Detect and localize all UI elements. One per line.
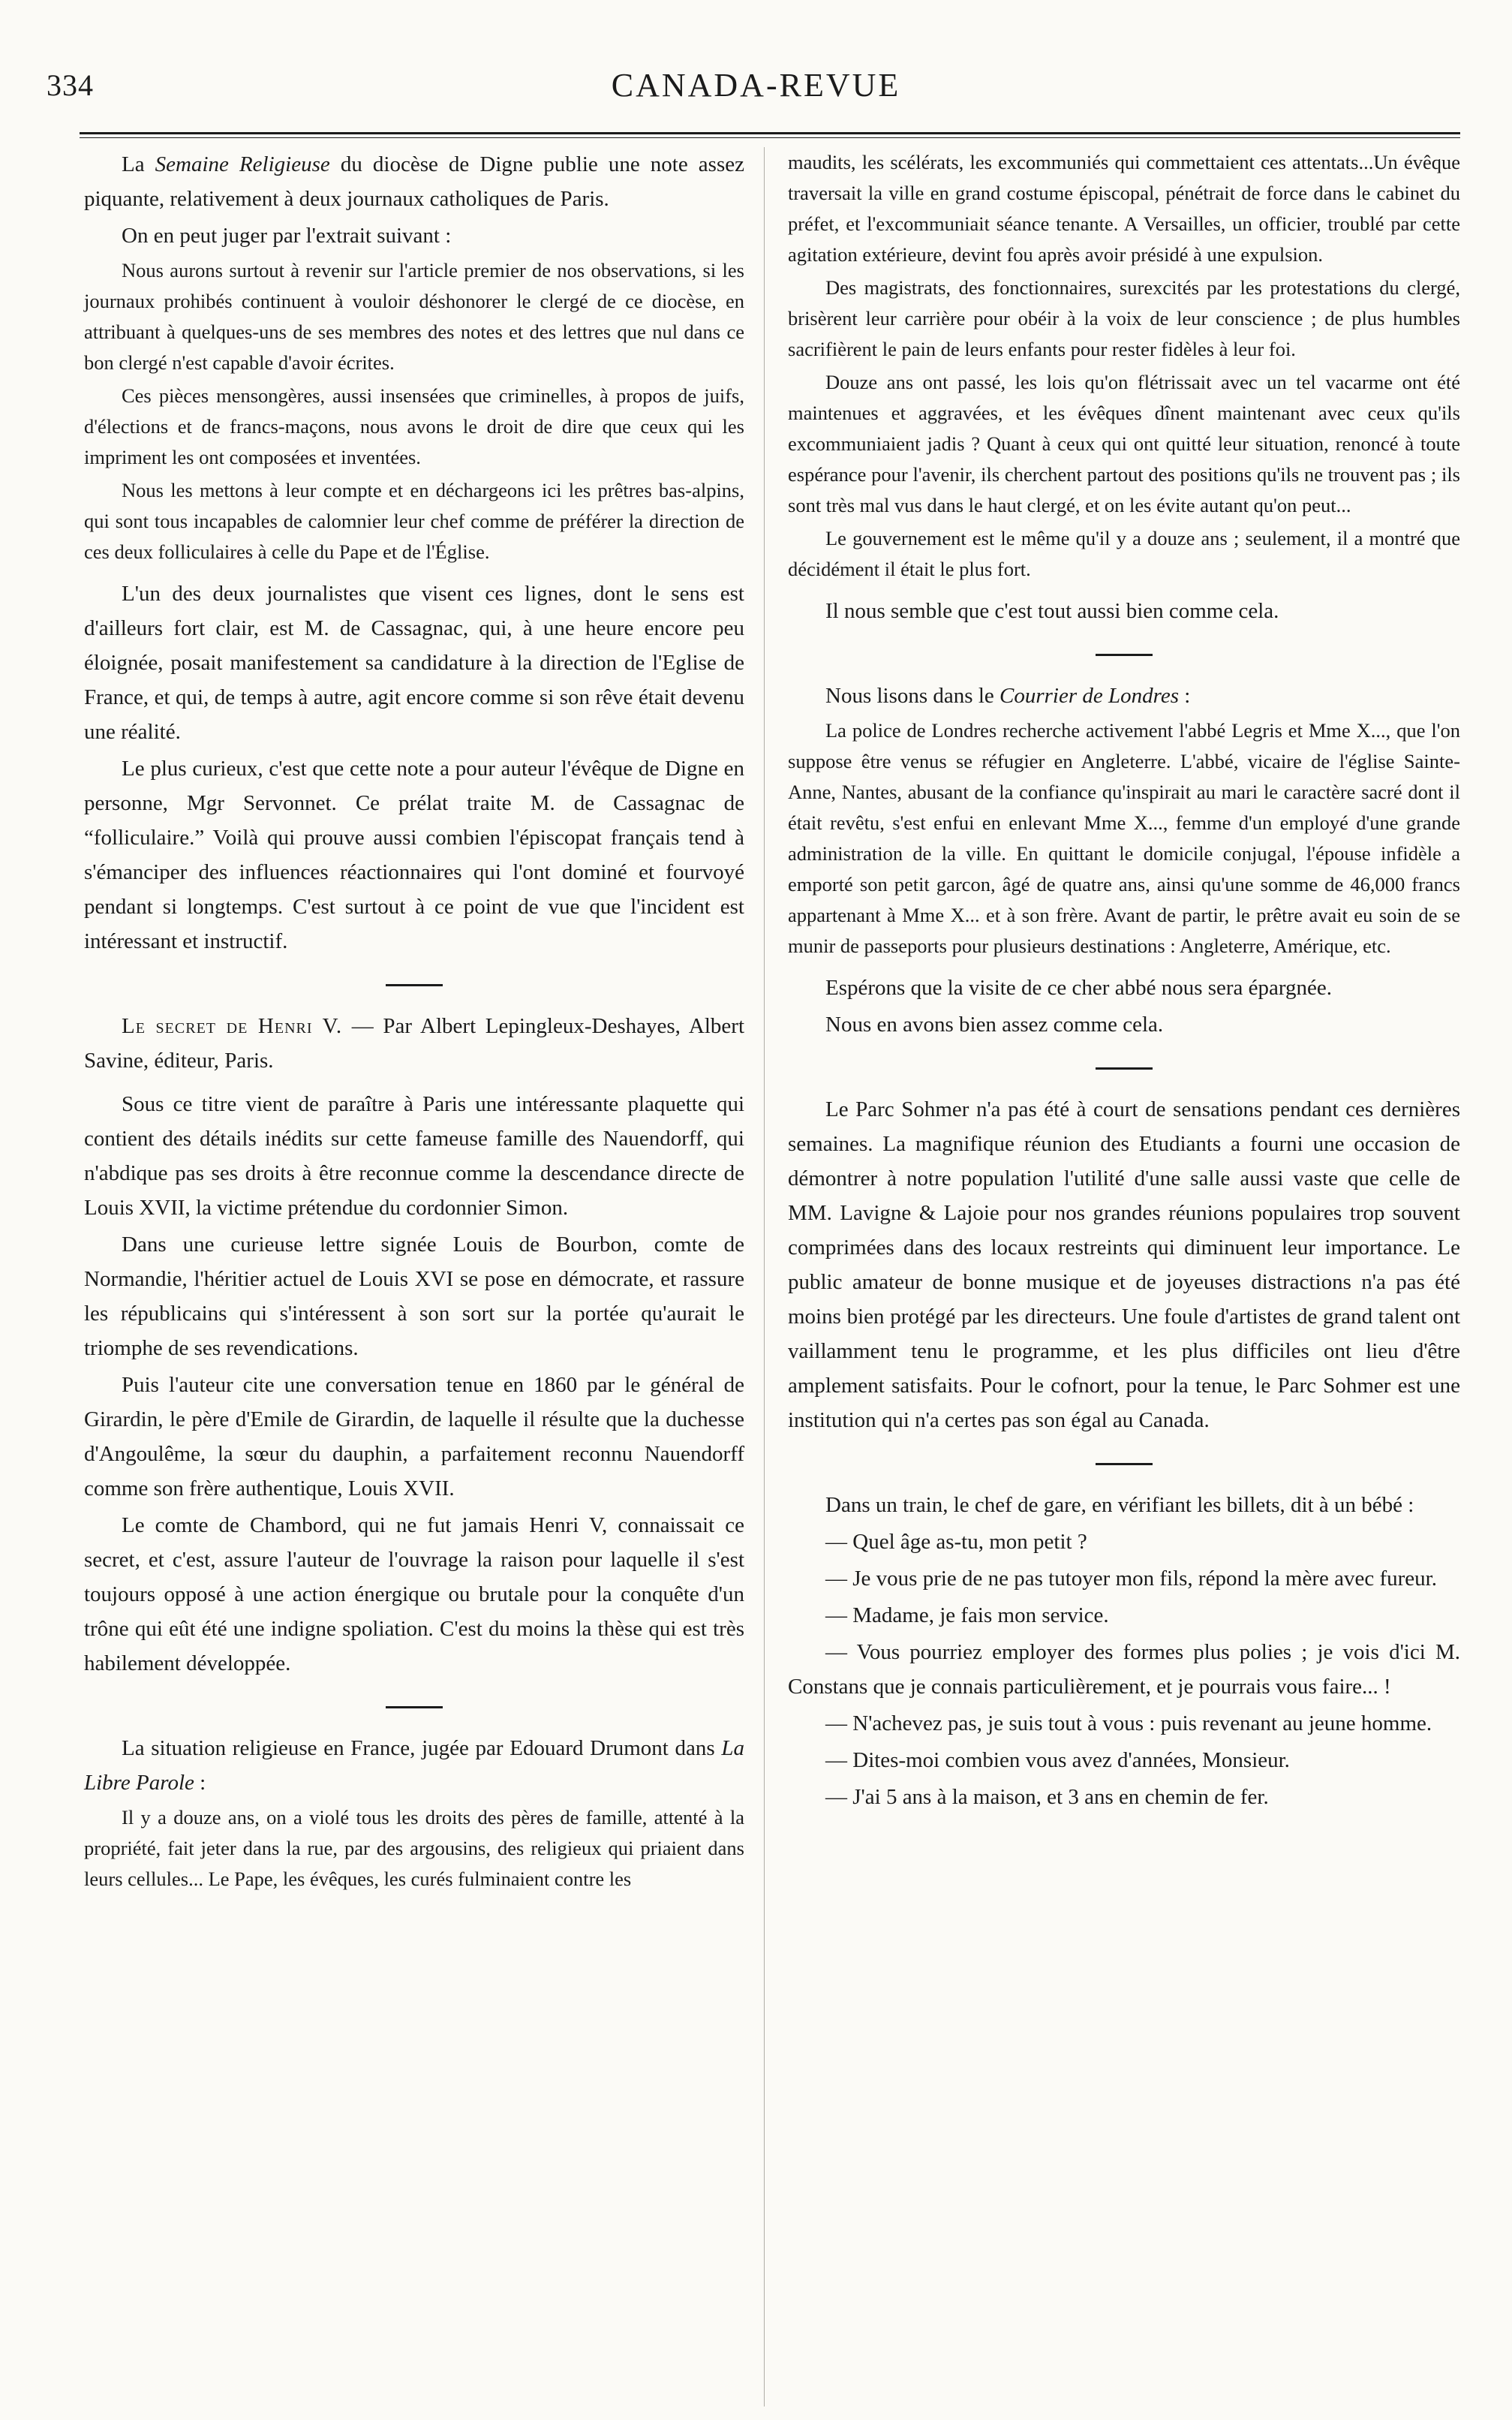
dialogue-line: — Vous pourriez employer des formes plus polies ; je vois d'ici M. Constans que je connais particulièrement, et je pourrais vous faire... ! bbox=[788, 1640, 1460, 1699]
header-rule bbox=[80, 132, 1460, 134]
paragraph: Le plus curieux, c'est que cette note a pour auteur l'évêque de Digne en personne, Mgr Servonnet. Ce prélat traite M. de Cassagnac de “folliculaire.” Voilà qui prouve aussi combien l'épiscopat français tend à s'émanciper des influences réactionnaires qui l'ont dominé et fourvoyé pendant si longtemps. C'est surtout à ce point de vue que l'incident est intéressant et instructif. bbox=[84, 757, 744, 953]
paragraph: Le Parc Sohmer n'a pas été à court de sensations pendant ces dernières semaines. La magnifique réunion des Etudiants a fourni une occasion de démontrer à notre population l'utilité d'une salle aussi vaste que celle de MM. Lavigne & Lajoie pour nos grandes réunions populaires trop souvent comprimées dans des locaux restreints qui diminuent leur importance. Le public amateur de bonne musique et de joyeuses distractions n'a pas été moins bien protégé par les directeurs. Une foule d'artistes de grand talent ont vaillamment tenu le programme, et les plus difficiles ont lieu d'être amplement satisfaits. Pour le cofnort, pour la tenue, le Parc Sohmer est une institution qui n'a certes pas son égal au Canada. bbox=[788, 1097, 1460, 1432]
paragraph: Il nous semble que c'est tout aussi bien comme cela. bbox=[825, 599, 1279, 623]
quoted-paragraph: Nous les mettons à leur compte et en déchargeons ici les prêtres bas-alpins, qui sont tous incapables de calomnier leur chef comme de préférer la direction de ces deux folliculaires à celle du Pape et de l'Église. bbox=[84, 479, 744, 563]
dialogue-line: — Quel âge as-tu, mon petit ? bbox=[825, 1530, 1087, 1554]
article-drumont-intro bbox=[84, 1731, 744, 1800]
intro-text: Nous lisons dans le bbox=[825, 684, 999, 708]
column-divider bbox=[764, 147, 765, 2406]
intro-text-end: : bbox=[1179, 684, 1191, 708]
intro-text-end: : bbox=[194, 1771, 206, 1795]
section-separator bbox=[386, 1706, 443, 1708]
paragraph: Le comte de Chambord, qui ne fut jamais Henri V, connaissait ce secret, et c'est, assure l'auteur de l'ouvrage la raison pour laquelle il s'est toujours opposé à une action énergique ou brutale pour la conquête d'un trône qui eût été une indigne spoliation. C'est du moins la thèse qui est très habilement développée. bbox=[84, 1513, 744, 1675]
book-title: Le secret de Henri V. bbox=[122, 1014, 343, 1038]
paragraph: Sous ce titre vient de paraître à Paris une intéressante plaquette qui contient des détails inédits sur cette fameuse famille des Nauendorff, qui n'abdique pas ses droits à être reconnue comme la descendance directe de Louis XVII, la victime prétendue du cordonnier Simon. bbox=[84, 1092, 744, 1220]
dialogue-line: — Dites-moi combien vous avez d'années, Monsieur. bbox=[825, 1748, 1290, 1772]
intro-text: La bbox=[122, 152, 155, 176]
dialogue-line: — N'achevez pas, je suis tout à vous : puis revenant au jeune homme. bbox=[825, 1711, 1432, 1735]
publication-title: Semaine Religieuse bbox=[155, 152, 330, 176]
article-courrier-intro bbox=[788, 679, 1460, 713]
intro-text-end: du diocèse de Digne publie une note assez piquante, relativement à deux journaux catholiques de Paris. bbox=[84, 152, 744, 211]
quoted-paragraph: Ces pièces mensongères, aussi insensées que criminelles, à propos de juifs, d'élections et de francs-maçons, nous avons le droit de dire que ceux qui les impriment les ont composées et inventées. bbox=[84, 384, 744, 468]
paragraph: Puis l'auteur cite une conversation tenue en 1860 par le général de Girardin, le père d'Emile de Girardin, de laquelle il résulte que la duchesse d'Angoulême, la sœur du dauphin, a parfaitement reconnu Nauendorff comme son frère authentique, Louis XVII. bbox=[84, 1373, 744, 1500]
quoted-paragraph: Des magistrats, des fonctionnaires, surexcités par les protestations du clergé, brisèrent leur carrière pour obéir à la voix de leur conscience ; de plus humbles sacrifièrent le pain de leurs enfants pour rester fidèles à leur foi. bbox=[788, 276, 1460, 360]
left-column bbox=[84, 147, 744, 1897]
book-review-heading bbox=[84, 1009, 744, 1078]
dialogue-line: — Je vous prie de ne pas tutoyer mon fils, répond la mère avec fureur. bbox=[825, 1567, 1437, 1591]
paragraph: Nous en avons bien assez comme cela. bbox=[825, 1013, 1164, 1037]
quoted-paragraph: Douze ans ont passé, les lois qu'on flétrissait avec un tel vacarme ont été maintenues et aggravées, et les évêques dînent maintenant avec ceux qu'ils excommuniaient jadis ? Quant à ceux qui ont quitté leur situation, renoncé à toute espérance pour l'avenir, ils cherchent partout des positions qu'ils ne trouvent pas ; ils sont très mal vus dans le haut clergé, et on les évite autant qu'on peut... bbox=[788, 371, 1460, 516]
quoted-paragraph: Le gouvernement est le même qu'il y a douze ans ; seulement, il a montré que décidément il était le plus fort. bbox=[788, 527, 1460, 580]
quoted-paragraph: Nous aurons surtout à revenir sur l'article premier de nos observations, si les journaux prohibés continuent à vouloir déshonorer le clergé de ce diocèse, en attribuant à quelques-uns de ses membres des notes et des lettres que nul dans ce bon clergé n'est capable d'avoir écrites. bbox=[84, 259, 744, 374]
right-column bbox=[788, 147, 1460, 1817]
quoted-paragraph: La police de Londres recherche activement l'abbé Legris et Mme X..., que l'on suppose être venus se réfugier en Angleterre. L'abbé, vicaire de l'église Sainte-Anne, Nantes, abusant de la confiance qu'inspirait au mari le caractère sacré dont il était revêtu, s'est enfui en enlevant Mme X..., femme d'un employé d'une grande administration de la ville. En quittant le domicile conjugal, l'épouse infidèle a emporté son petit garcon, âgé de quatre ans, ainsi qu'une somme de 46,000 francs appartenant à Mme X... et à son frère. Avant de partir, le prêtre avait eu soin de se munir de passeports pour plusieurs destinations : Angleterre, Amérique, etc. bbox=[788, 719, 1460, 957]
paragraph: Espérons que la visite de ce cher abbé nous sera épargnée. bbox=[825, 976, 1333, 1000]
article-semaine-intro bbox=[84, 147, 744, 216]
anecdote-paragraph: Dans un train, le chef de gare, en vérifiant les billets, dit à un bébé : bbox=[825, 1493, 1414, 1517]
header-rule-thin bbox=[80, 137, 1460, 138]
paragraph: L'un des deux journalistes que visent ces lignes, dont le sens est d'ailleurs fort clair, est M. de Cassagnac, qui, à une heure encore peu éloignée, posait manifestement sa candidature à la direction de l'Eglise de France, et qui, de temps à autre, agit encore comme si son rêve était devenu une réalité. bbox=[84, 582, 744, 744]
section-separator bbox=[1096, 1463, 1153, 1465]
page-number: 334 bbox=[47, 68, 94, 102]
publication-title: La Libre Parole bbox=[84, 1736, 744, 1795]
publication-title: Courrier de Londres bbox=[999, 684, 1179, 708]
quoted-paragraph: Il y a douze ans, on a violé tous les droits des pères de famille, attenté à la propriété, fait jeter dans la rue, par des argousins, des religieux qui priaient dans leurs cellules... Le Pape, les évêques, les curés fulminaient contre les bbox=[84, 1806, 744, 1890]
paragraph: On en peut juger par l'extrait suivant : bbox=[122, 224, 452, 248]
intro-text: La situation religieuse en France, jugée par Edouard Drumont dans bbox=[122, 1736, 722, 1760]
book-credits: — Par Albert Lepingleux-Deshayes, Albert Savine, éditeur, Paris. bbox=[84, 1014, 744, 1073]
dialogue-line: — Madame, je fais mon service. bbox=[825, 1603, 1109, 1627]
dialogue-line: — J'ai 5 ans à la maison, et 3 ans en chemin de fer. bbox=[825, 1785, 1269, 1809]
section-separator bbox=[1096, 654, 1153, 656]
paragraph: Dans une curieuse lettre signée Louis de Bourbon, comte de Normandie, l'héritier actuel de Louis XVI se pose en démocrate, et rassure les républicains qui s'intéressent à son sort sur la portée qu'aurait le triomphe de ses revendications. bbox=[84, 1233, 744, 1360]
section-separator bbox=[1096, 1067, 1153, 1070]
section-separator bbox=[386, 984, 443, 986]
running-title: CANADA-REVUE bbox=[611, 67, 901, 104]
quoted-paragraph-continued: maudits, les scélérats, les excommuniés qui commettaient ces attentats...Un évêque traversait la ville en grand costume épiscopal, pénétrait de force dans le cabinet du préfet, et l'excommuniait séance tenante. A Versailles, un officier, troublé par cette agitation extérieure, devint fou après avoir présidé à une expulsion. bbox=[788, 151, 1460, 266]
